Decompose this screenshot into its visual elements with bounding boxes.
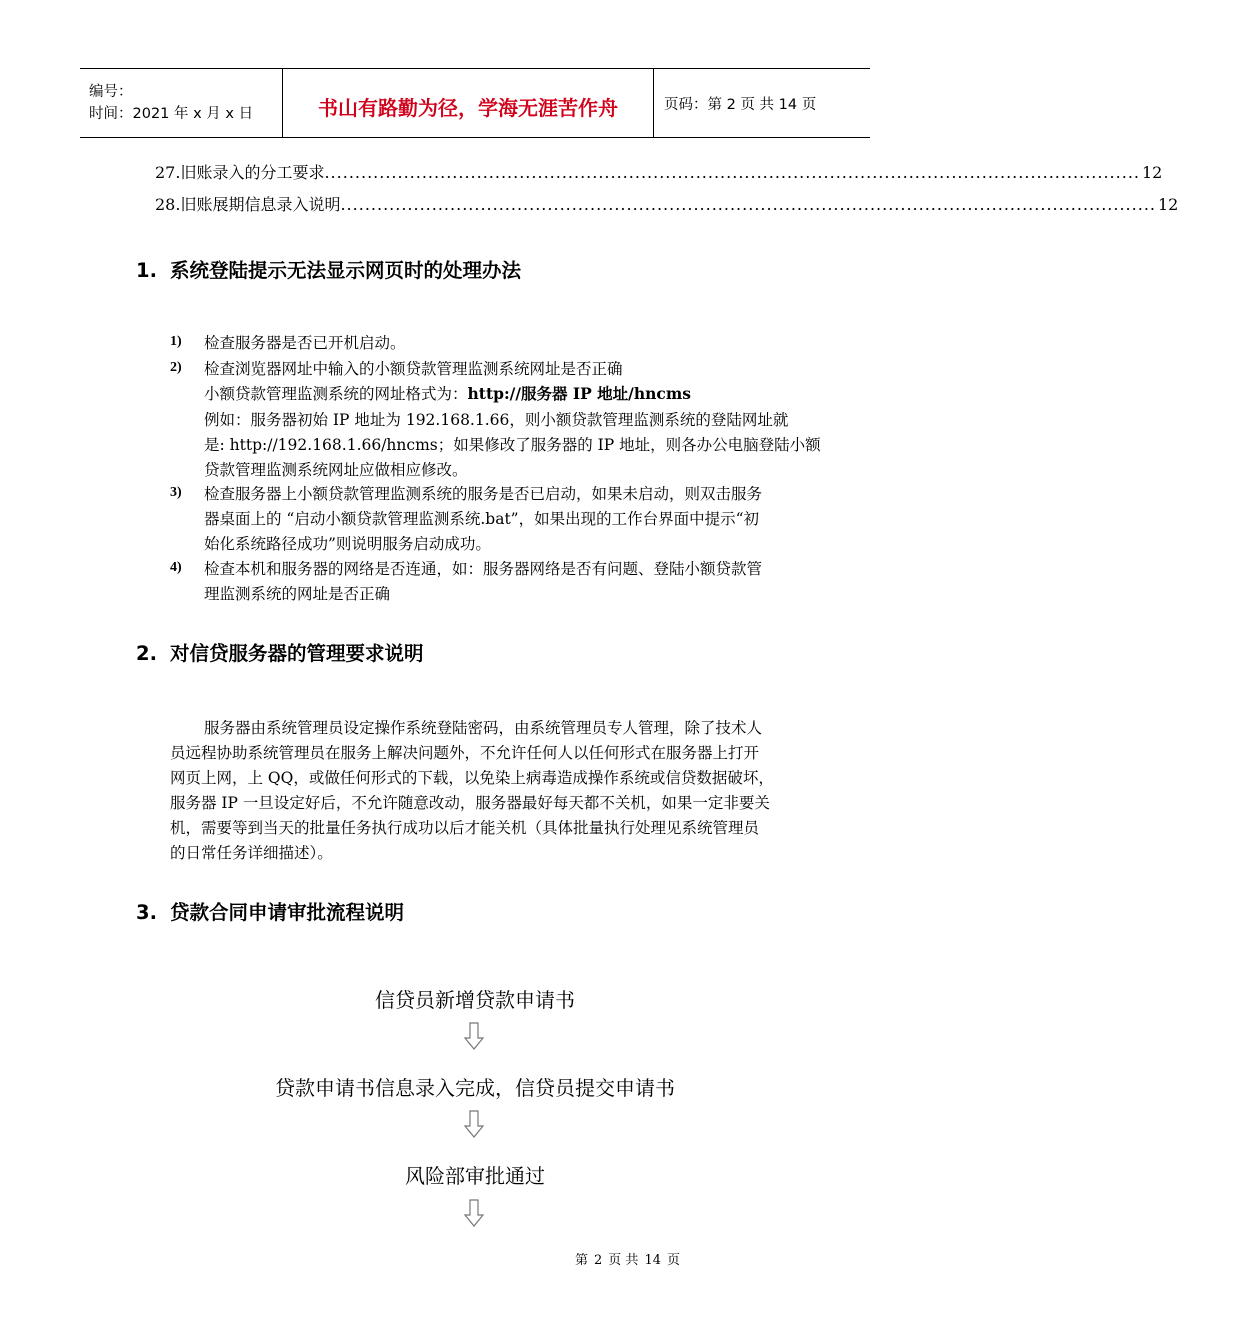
url-format-prefix: 小额贷款管理监测系统的网址格式为： (204, 385, 468, 403)
footer-total: 14 (644, 1253, 661, 1268)
list-item-text: 理监测系统的网址是否正确 (204, 585, 391, 603)
toc-leader: ...................................................................................................................................... (324, 163, 1140, 182)
flow-step: 信贷员新增贷款申请书 (375, 988, 575, 1012)
page-header (80, 68, 870, 138)
flow-step: 风险部审批通过 (405, 1164, 545, 1188)
paragraph-line: 机，需要等到当天的批量任务执行成功以后才能关机（具体批量执行处理见系统管理员 (170, 819, 760, 837)
section-heading (136, 638, 424, 666)
example-line: 例如：服务器初始 IP 地址为 192.168.1.66，则小额贷款管理监测系统的登陆网址就 (204, 411, 789, 429)
down-arrow-icon (463, 1110, 485, 1138)
list-number: 4) (170, 560, 182, 575)
section-title: 贷款合同申请审批流程说明 (170, 901, 405, 924)
list-item-text: 检查本机和服务器的网络是否连通，如：服务器网络是否有问题、登陆小额贷款管 (204, 560, 763, 578)
header-time: 时间：2021 年 x 月 x 日 (89, 106, 254, 122)
toc-page: 12 (1141, 163, 1163, 182)
example-line: 是: http://192.168.1.66/hncms；如果修改了服务器的 IP 地址，则各办公电脑登陆小额 (204, 436, 821, 454)
list-number: 3) (170, 485, 182, 500)
footer-prefix: 第 (575, 1253, 589, 1268)
url-format-value: http://服务器 IP 地址/hncms (467, 384, 691, 403)
list-item-text: 检查服务器是否已开机启动。 (204, 334, 406, 352)
toc-leader: ...................................................................................................................................... (340, 195, 1156, 214)
toc-entry[interactable] (155, 192, 1179, 215)
down-arrow-icon (463, 1022, 485, 1050)
list-number: 2) (170, 360, 182, 375)
section-title: 对信贷服务器的管理要求说明 (170, 642, 424, 665)
list-item-text: 器桌面上的 “启动小额贷款管理监测系统.bat”，如果出现的工作台界面中提示“初 (204, 510, 760, 528)
paragraph-line: 服务器由系统管理员设定操作系统登陆密码，由系统管理员专人管理，除了技术人 (204, 719, 763, 737)
list-item-text: 检查服务器上小额贷款管理监测系统的服务是否已启动，如果未启动，则双击服务 (204, 485, 763, 503)
section-title: 系统登陆提示无法显示网页时的处理办法 (170, 259, 522, 282)
down-arrow-icon (463, 1199, 485, 1227)
toc-number: 27. (155, 163, 181, 182)
section-number: 2. (136, 642, 157, 665)
header-page-info: 页码：第 2 页 共 14 页 (664, 96, 817, 113)
header-motto: 书山有路勤为径，学海无涯苦作舟 (282, 69, 654, 137)
section-heading (136, 255, 521, 283)
example-line: 贷款管理监测系统网址应做相应修改。 (204, 461, 468, 479)
header-meta (80, 69, 282, 137)
section-number: 3. (136, 901, 157, 924)
toc-entry[interactable] (155, 160, 1163, 183)
toc-title: 旧账展期信息录入说明 (180, 195, 341, 214)
paragraph-line: 网页上网，上 QQ，或做任何形式的下载，以免染上病毒造成操作系统或信贷数据破坏， (170, 769, 774, 787)
section-heading (136, 897, 404, 925)
list-item-text: 检查浏览器网址中输入的小额贷款管理监测系统网址是否正确 (204, 360, 623, 378)
url-format-line (204, 382, 691, 404)
toc-page: 12 (1157, 195, 1179, 214)
toc-title: 旧账录入的分工要求 (180, 163, 325, 182)
section-number: 1. (136, 259, 157, 282)
paragraph-line: 的日常任务详细描述）。 (170, 844, 333, 862)
flow-step: 贷款申请书信息录入完成，信贷员提交申请书 (275, 1076, 675, 1100)
paragraph-line: 服务器 IP 一旦设定好后，不允许随意改动，服务器最好每天都不关机，如果一定非要关 (170, 794, 770, 812)
footer-suffix: 页 (666, 1253, 680, 1268)
footer-page: 2 (594, 1253, 603, 1268)
paragraph-line: 员远程协助系统管理员在服务上解决问题外，不允许任何人以任何形式在服务器上打开 (170, 744, 760, 762)
footer-mid: 页 共 (608, 1253, 639, 1268)
list-item-text: 始化系统路径成功”则说明服务启动成功。 (204, 535, 491, 553)
page-footer (0, 1249, 1255, 1268)
toc-number: 28. (155, 195, 181, 214)
list-number: 1) (170, 334, 182, 349)
header-number: 编号： (89, 84, 133, 100)
